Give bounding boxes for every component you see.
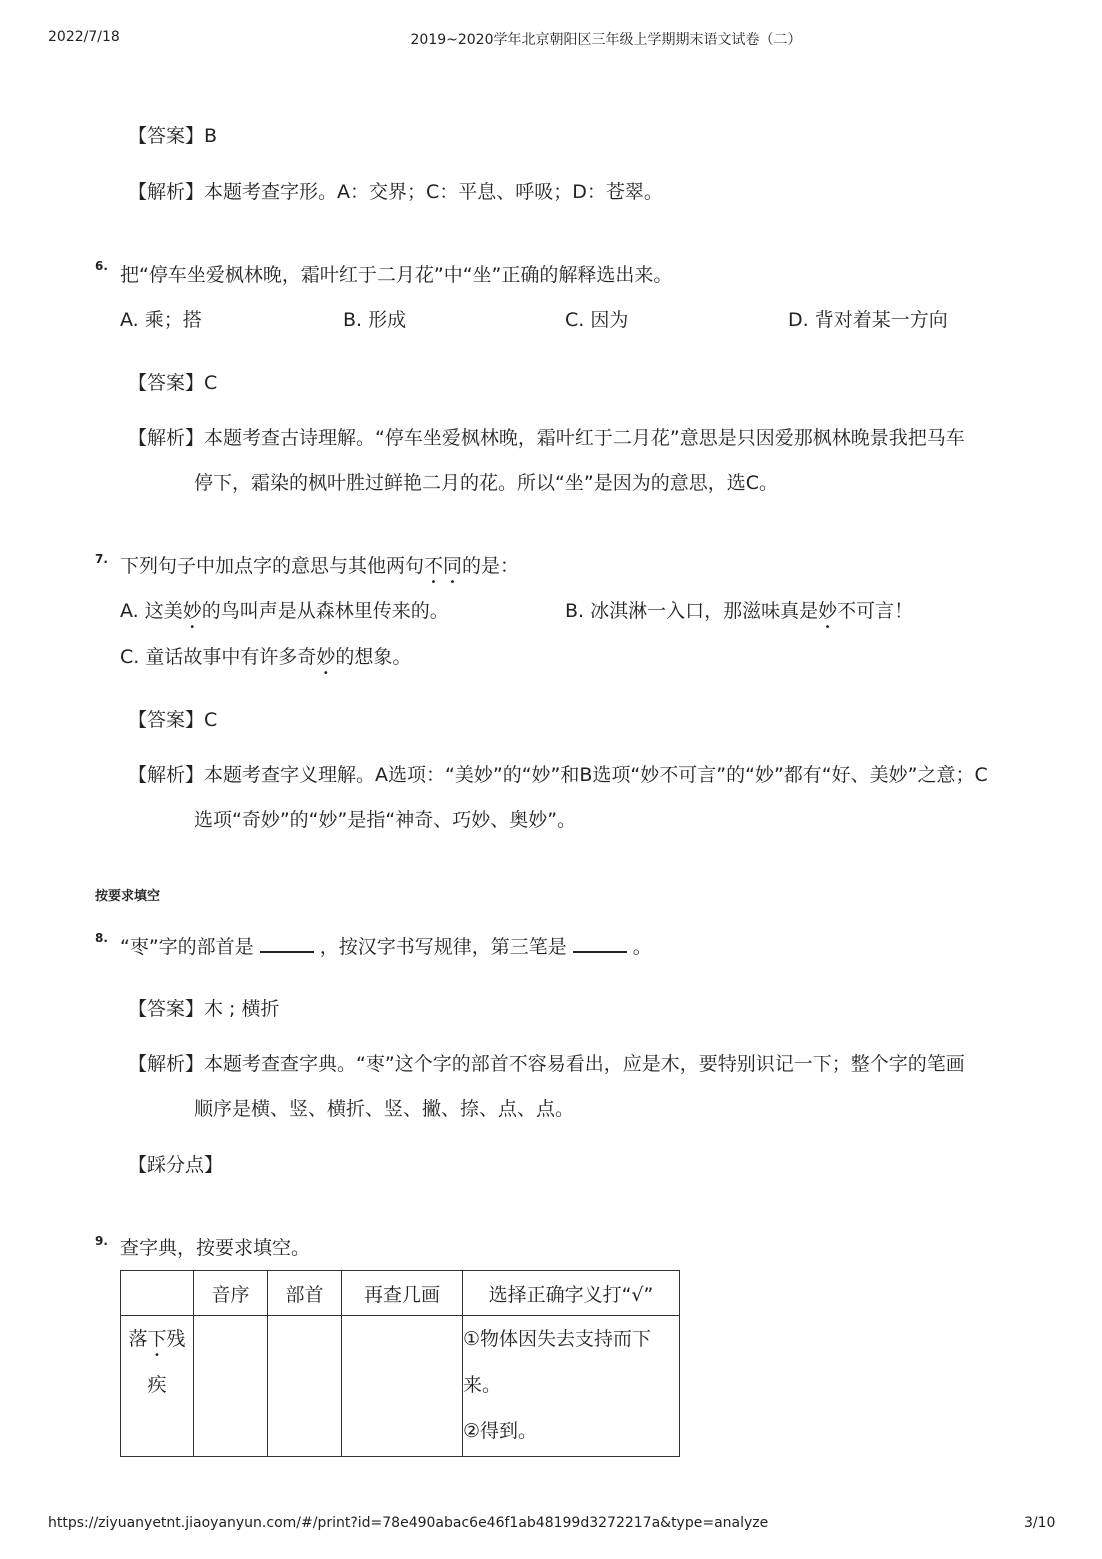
q6-answer: [128, 370, 217, 396]
question-number-8: 8.: [95, 931, 108, 945]
q7-option-a: [120, 598, 449, 633]
fill-blank: [573, 933, 627, 953]
analysis-text: 本题考查字形。A：交界；C：平息、呼吸；D：苍翠。: [204, 181, 663, 203]
analysis-text: 本题考查古诗理解。“停车坐爱枫林晚，霜叶红于二月花”意思是只因爱那枫林晚景我把马车: [204, 427, 965, 449]
q7-analysis-line1: [128, 762, 988, 788]
word-line: 疾: [147, 1374, 167, 1396]
word-char: 落: [128, 1328, 148, 1350]
answer-value: C: [204, 709, 218, 731]
q8-answer: [128, 996, 280, 1022]
word-line: [121, 1316, 193, 1362]
analysis-label: 【解析】: [128, 427, 205, 449]
q6-analysis-line2: 停下，霜染的枫叶胜过鲜艳二月的花。所以“坐”是因为的意思，选C。: [194, 472, 778, 494]
stem-text: 下列句子中加点字的意思与其他两句: [120, 555, 425, 577]
q8-scoring-points: 【踩分点】: [128, 1154, 224, 1176]
q6-stem: 把“停车坐爱枫林晚，霜叶红于二月花”中“坐”正确的解释选出来。: [120, 264, 673, 286]
answer-value: C: [204, 372, 218, 394]
option-text: C. 童话故事中有许多奇: [120, 646, 317, 668]
q6-option-a: A. 乘；搭: [120, 309, 202, 331]
answer-label: 【答案】: [128, 709, 205, 731]
dotted-char: 妙: [182, 600, 202, 622]
stem-text: 。: [632, 936, 652, 958]
q6-option-b: B. 形成: [343, 309, 407, 331]
stem-text: 的是：: [462, 555, 520, 577]
answer-label: 【答案】: [128, 998, 205, 1020]
q7-stem: [120, 553, 519, 588]
q7-option-b: [565, 598, 913, 633]
page-url: https://ziyuanyetnt.jiaoyanyun.com/#/print?id=78e490abac6e46f1ab48199d3272217a&type=analyze: [48, 1515, 769, 1531]
stem-text: ，按汉字书写规律，第三笔是: [319, 936, 567, 958]
q8-stem: [120, 933, 652, 960]
answer-label: 【答案】: [128, 372, 205, 394]
question-number-9: 9.: [95, 1234, 108, 1248]
print-date: 2022/7/18: [48, 29, 120, 45]
option-text: 的想象。: [335, 646, 412, 668]
option-text: A. 这美: [120, 600, 183, 622]
analysis-text: 本题考查查字典。“枣”这个字的部首不容易看出，应是木，要特别识记一下；整个字的笔画: [204, 1053, 965, 1075]
answer-value: B: [204, 125, 218, 147]
document-title: 2019~2020学年北京朝阳区三年级上学期期末语文试卷（二）: [410, 32, 802, 48]
table-header-cell: [121, 1271, 194, 1316]
table-header-cell: 再查几画: [342, 1271, 463, 1316]
q6-analysis-line1: [128, 425, 965, 451]
q6-option-d: D. 背对着某一方向: [788, 309, 948, 331]
analysis-text: 本题考查字义理解。A选项：“美妙”的“妙”和B选项“妙不可言”的“妙”都有“好、美妙”之意；C: [204, 764, 988, 786]
analysis-label: 【解析】: [128, 181, 205, 203]
table-cell-word: [121, 1316, 194, 1457]
q7-analysis-line2: 选项“奇妙”的“妙”是指“神奇、巧妙、奥妙”。: [194, 809, 577, 831]
word-char: 残: [166, 1328, 186, 1350]
page-number: 3/10: [1024, 1515, 1056, 1531]
section-title: 按要求填空: [95, 889, 161, 904]
table-cell-meanings: [463, 1316, 680, 1457]
meaning-line: ①物体因失去支持而下: [463, 1328, 652, 1350]
table-header-row: [121, 1271, 680, 1316]
q5-analysis: [128, 179, 663, 205]
answer-value: 木 ; 横折: [204, 998, 280, 1020]
table-header-cell: 选择正确字义打“√”: [463, 1271, 680, 1316]
q8-analysis-line2: 顺序是横、竖、横折、竖、撇、捺、点、点。: [194, 1098, 575, 1120]
q6-option-c: C. 因为: [565, 309, 629, 331]
analysis-label: 【解析】: [128, 764, 205, 786]
table-row: [121, 1316, 680, 1457]
question-number-6: 6.: [95, 259, 108, 273]
meaning-line: ②得到。: [463, 1420, 538, 1442]
dotted-char: 妙: [818, 600, 838, 622]
table-header-cell: 部首: [268, 1271, 342, 1316]
table-cell-yinxu: [194, 1316, 268, 1457]
q5-answer: [128, 123, 217, 149]
q7-answer: [128, 707, 217, 733]
option-text: 的鸟叫声是从森林里传来的。: [201, 600, 449, 622]
analysis-label: 【解析】: [128, 1053, 205, 1075]
option-text: B. 冰淇淋一入口，那滋味真是: [565, 600, 819, 622]
dotted-char: 妙: [316, 646, 336, 668]
q9-stem: 查字典，按要求填空。: [120, 1237, 311, 1259]
dotted-char: 下: [147, 1328, 167, 1350]
option-text: 不可言！: [837, 600, 914, 622]
table-cell-bushou: [268, 1316, 342, 1457]
dictionary-table: [120, 1270, 680, 1457]
q8-analysis-line1: [128, 1051, 965, 1077]
table-cell-strokes: [342, 1316, 463, 1457]
q7-option-c: [120, 644, 411, 679]
question-number-7: 7.: [95, 552, 108, 566]
answer-label: 【答案】: [128, 125, 205, 147]
meaning-line: 来。: [463, 1374, 502, 1396]
stem-text: “枣”字的部首是: [120, 936, 254, 958]
dotted-text: 不同: [424, 555, 463, 577]
fill-blank: [260, 933, 314, 953]
table-header-cell: 音序: [194, 1271, 268, 1316]
